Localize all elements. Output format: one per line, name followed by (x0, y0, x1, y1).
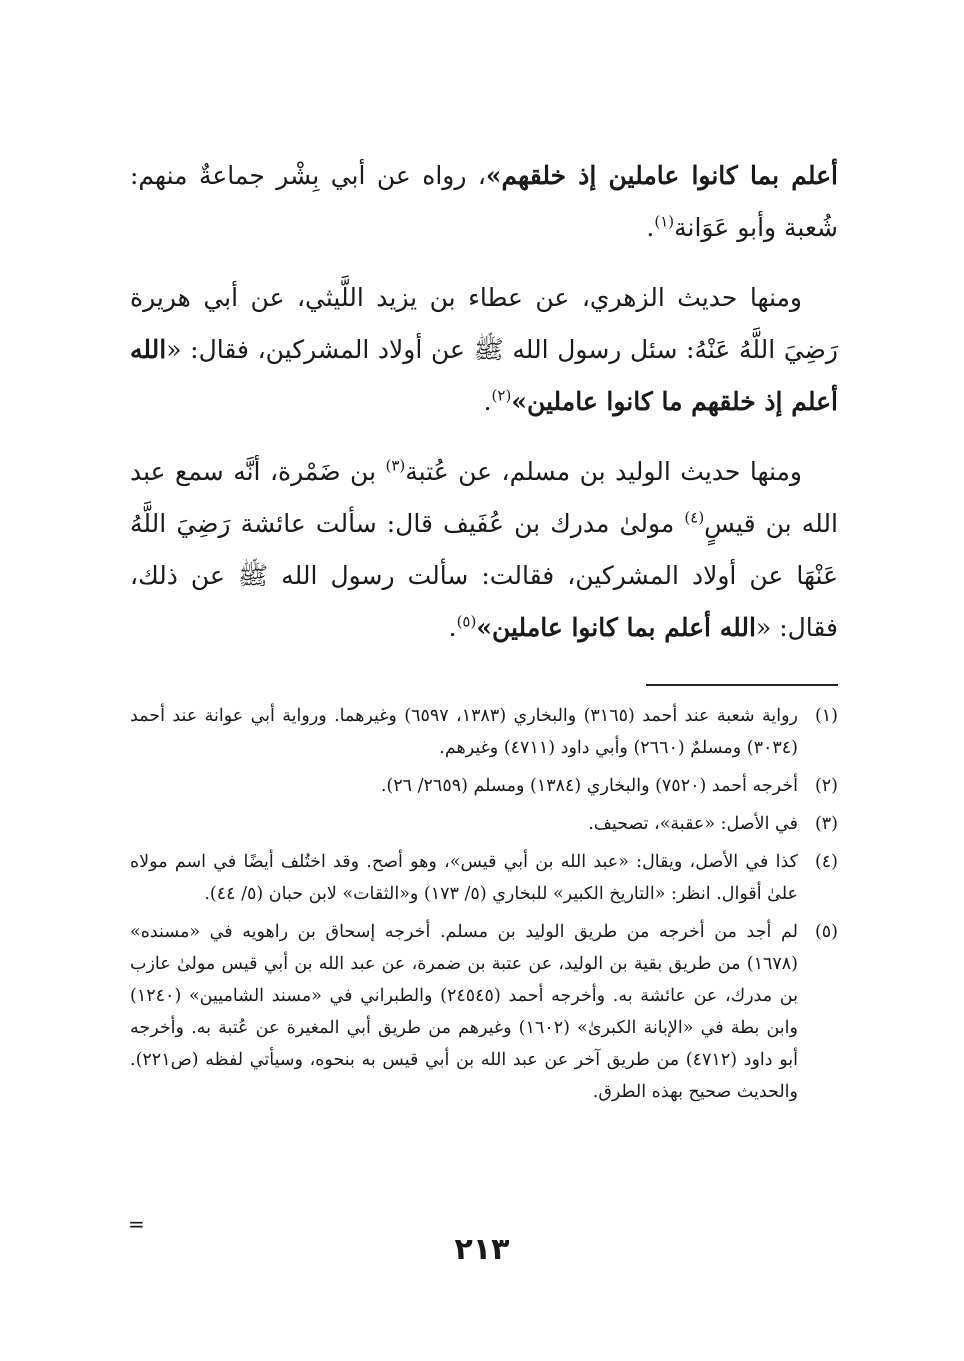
main-text (130, 150, 838, 654)
paragraph-text: بن ضَمْرة، أنَّه سمع عبد الله بن قيسٍ (130, 457, 838, 538)
hadith-quote-bold: الله أعلم بما كانوا عاملين» (476, 613, 756, 642)
paragraph-end: . (483, 387, 492, 416)
paragraph-end: . (448, 613, 457, 642)
footnote-text: لم أجد من أخرجه من طريق الوليد بن مسلم. أخرجه إسحاق بن راهويه في «مسنده» (١٦٧٨) من طريق بقية بن الوليد، عن عتبة بن ضمرة، عن عبد الله بن أبي قيس مولىٰ عازب بن مدرك، عن عائشة به. وأخرجه أحمد (٢٤٥٤٥) والطبراني في «مسند الشاميين» (١٢٤٠) وابن بطة في «الإبانة الكبرىٰ» (١٦٠٢) وغيرهم من طريق أبي المغيرة عن عُتبة به. وأخرجه أبو داود (٤٧١٢) من طريق آخر عن عبد الله بن أبي قيس به بنحوه، وسيأتي لفظه (ص٢٢١). والحديث صحيح بهذه الطرق. (130, 922, 798, 1102)
footnote-text: رواية شعبة عند أحمد (٣١٦٥) والبخاري (١٣٨٣، ٦٥٩٧) وغيرهما. ورواية أبي عوانة عند أحمد (٣٠٣٤) ومسلمٌ (٢٦٦٠) وأبي داود (٤٧١١) وغيرهم. (130, 706, 798, 758)
paragraph-text: مولىٰ مدرك بن عُفَيف قال: سألت عائشة رَضِيَ اللَّهُ عَنْهَا عن أولاد المشركين، فقالت: سألت رسول الله ﷺ عن ذلك، فقال: « (130, 509, 838, 642)
paragraph-1 (130, 150, 838, 254)
footnote-ref[interactable]: (٣) (385, 456, 406, 475)
paragraph-text: ومنها حديث الوليد بن مسلم، عن عُتبة (405, 457, 802, 486)
paragraph-text: ومنها حديث الزهري، عن عطاء بن يزيد اللَّيثي، عن أبي هريرة رَضِيَ اللَّهُ عَنْهُ: سئل رسول الله ﷺ عن أولاد المشركين، فقال: « (130, 283, 838, 364)
footnote-text: أخرجه أحمد (٧٥٢٠) والبخاري (١٣٨٤) ومسلم (٢٦٥٩/ ٢٦). (380, 776, 798, 796)
paragraph-3 (130, 446, 838, 654)
hadith-quote-bold: الله أعلم إذ خلقهم ما كانوا عاملين» (130, 335, 838, 416)
footnote-number: (٢) (814, 776, 838, 796)
footnote-ref[interactable]: (٤) (684, 508, 705, 527)
paragraph-2 (130, 272, 838, 428)
footnote-ref[interactable]: (٢) (491, 386, 512, 405)
page-content (130, 150, 838, 1114)
footnote-number: (١) (814, 706, 838, 726)
footnote-item (130, 700, 838, 764)
footnote-item (130, 808, 838, 840)
footnote-number: (٣) (814, 814, 838, 834)
footnotes-list (130, 700, 838, 1108)
footnote-ref[interactable]: (١) (654, 212, 675, 231)
footnote-item (130, 770, 838, 802)
page-number: ٢١٣ (454, 1232, 510, 1267)
paragraph-end: . (646, 213, 655, 242)
hadith-quote-bold: أعلم بما كانوا عاملين إذ خلقهم» (485, 161, 838, 190)
footnote-ref[interactable]: (٥) (456, 612, 477, 631)
footnote-number: (٥) (814, 922, 838, 942)
footnote-number: (٤) (814, 852, 838, 872)
paragraph-text: ، رواه عن أبي بِشْر جماعةٌ منهم: شُعبة وأبو عَوَانة (130, 161, 838, 242)
footnote-separator (646, 684, 838, 686)
footnote-item (130, 846, 838, 910)
footnote-text: كذا في الأصل، ويقال: «عبد الله بن أبي قيس»، وهو أصح. وقد اختُلف أيضًا في اسم مولاه علىٰ أقوال. انظر: «التاريخ الكبير» للبخاري (٥/ ١٧٣) و«الثقات» لابن حبان (٥/ ٤٤). (130, 852, 798, 904)
footnote-text: في الأصل: «عقبة»، تصحيف. (588, 814, 798, 834)
continuation-mark: = (128, 1212, 145, 1236)
footnote-item (130, 916, 838, 1108)
